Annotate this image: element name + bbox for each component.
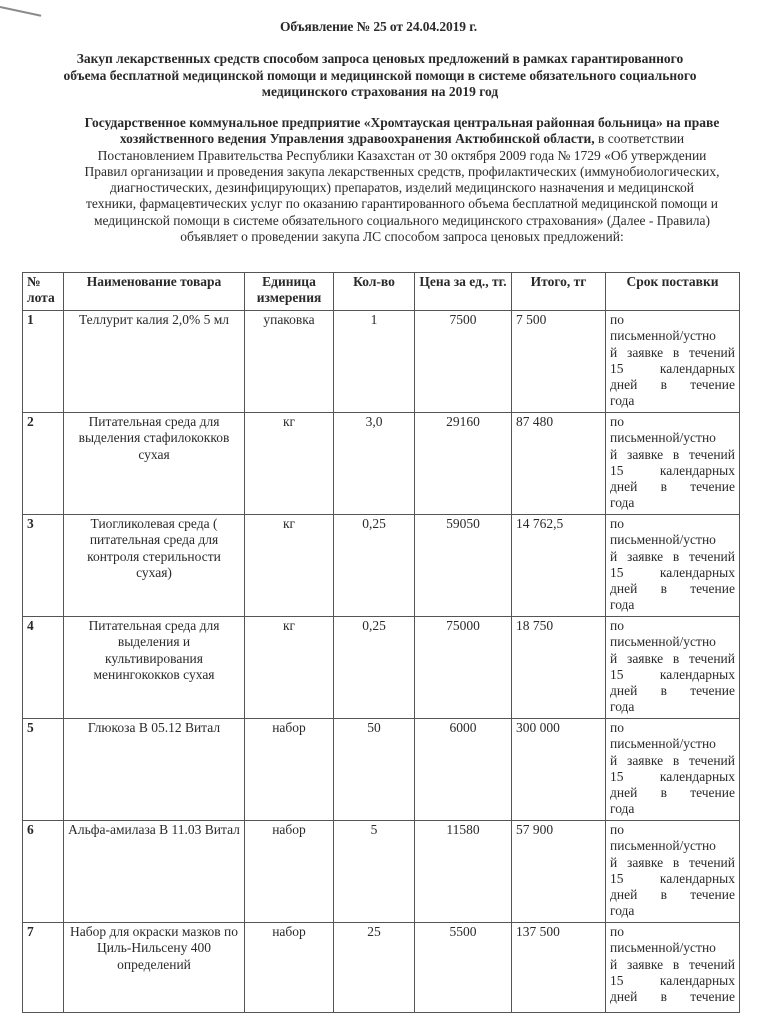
term-line: года xyxy=(610,801,635,817)
term-line: по xyxy=(610,924,624,939)
cell-lot: 7 xyxy=(23,923,64,1013)
cell-unit: упаковка xyxy=(245,311,334,413)
cell-qty: 50 xyxy=(334,719,415,821)
cell-price: 5500 xyxy=(415,923,512,1013)
cell-total: 7 500 xyxy=(512,311,606,413)
cell-qty: 25 xyxy=(334,923,415,1013)
term-line: дней в течение xyxy=(610,479,735,495)
cell-lot: 1 xyxy=(23,311,64,413)
cell-lot: 6 xyxy=(23,821,64,923)
term-line: 15 календарных xyxy=(610,870,735,886)
cell-total: 87 480 xyxy=(512,413,606,515)
cell-term xyxy=(606,311,740,413)
header-lot: № лота xyxy=(23,273,64,311)
term-line: й заявке в течений xyxy=(610,344,735,360)
term-line: 15 календарных xyxy=(610,972,735,988)
cell-name: Питательная среда для выделения и культивирования менингококков сухая xyxy=(64,617,245,719)
header-total: Итого, тг xyxy=(512,273,606,311)
scan-corner-mark xyxy=(0,6,41,17)
cell-price: 6000 xyxy=(415,719,512,821)
table-header-row xyxy=(23,273,740,311)
cell-name: Тиогликолевая среда ( питательная среда для контроля стерильности сухая) xyxy=(64,515,245,617)
cell-name: Теллурит калия 2,0% 5 мл xyxy=(64,311,245,413)
header-qty: Кол-во xyxy=(334,273,415,311)
term-line: года xyxy=(610,495,635,511)
table-row xyxy=(23,413,740,515)
cell-qty: 3,0 xyxy=(334,413,415,515)
term-line: дней в течение xyxy=(610,887,735,903)
cell-term xyxy=(606,923,740,1013)
term-line: й заявке в течений xyxy=(610,854,735,870)
term-line: й заявке в течений xyxy=(610,650,735,666)
header-unit: Единица измерения xyxy=(245,273,334,311)
term-line: года xyxy=(610,903,635,919)
term-line: дней в течение xyxy=(610,785,735,801)
cell-term xyxy=(606,617,740,719)
term-line: дней в течение xyxy=(610,377,735,393)
term-line: по xyxy=(610,312,624,327)
document-subtitle: Закуп лекарственных средств способом запроса ценовых предложений в рамках гарантированного объема бесплатной медицинской помощи и медицинской помощи в системе обязательного социального медицинского страхования на 2019 год xyxy=(63,51,697,99)
cell-unit: кг xyxy=(245,515,334,617)
term-line: года xyxy=(610,393,635,409)
term-line: дней в течение xyxy=(610,683,735,699)
term-line: й заявке в течений xyxy=(610,752,735,768)
table-row xyxy=(23,923,740,1013)
term-line: 15 календарных xyxy=(610,564,735,580)
term-line: 15 календарных xyxy=(610,768,735,784)
term-line: письменной/устно xyxy=(610,838,716,854)
cell-price: 75000 xyxy=(415,617,512,719)
table-row xyxy=(23,515,740,617)
cell-unit: кг xyxy=(245,617,334,719)
cell-name: Питательная среда для выделения стафилококков сухая xyxy=(64,413,245,515)
cell-total: 18 750 xyxy=(512,617,606,719)
cell-lot: 2 xyxy=(23,413,64,515)
cell-lot: 4 xyxy=(23,617,64,719)
cell-term xyxy=(606,719,740,821)
cell-name: Глюкоза В 05.12 Витал xyxy=(64,719,245,821)
intro-text: в соответствии Постановлением Правительства Республики Казахстан от 30 октября 2009 года № 1729 «Об утверждении Правил организации и проведения закупа лекарственных средств, профилактических (иммунобиологических, диагностических, дезинфицирующих) препаратов, изделий медицинского назначения и медицинской техники, фармацевтических услуг по оказанию гарантированного объема бесплатной медицинской помощи и медицинской помощи в системе обязательного социального медицинского страхования» (Далее - Правила) объявляет о проведении закупа ЛС способом запроса ценовых предложений: xyxy=(84,131,720,245)
cell-name: Альфа-амилаза В 11.03 Витал xyxy=(64,821,245,923)
term-line: письменной/устно xyxy=(610,634,716,650)
term-line: 15 календарных xyxy=(610,666,735,682)
cell-term xyxy=(606,821,740,923)
term-line: года xyxy=(610,597,635,613)
cell-unit: набор xyxy=(245,821,334,923)
cell-term xyxy=(606,413,740,515)
term-line: по xyxy=(610,720,624,735)
cell-price: 7500 xyxy=(415,311,512,413)
cell-qty: 0,25 xyxy=(334,617,415,719)
intro-paragraph xyxy=(84,115,720,245)
term-line: письменной/устно xyxy=(610,736,716,752)
term-line: 15 календарных xyxy=(610,462,735,478)
term-line: по xyxy=(610,822,624,837)
header-term: Срок поставки xyxy=(606,273,740,311)
term-line: й заявке в течений xyxy=(610,956,735,972)
term-line: письменной/устно xyxy=(610,940,716,956)
cell-lot: 3 xyxy=(23,515,64,617)
term-line: й заявке в течений xyxy=(610,548,735,564)
cell-total: 300 000 xyxy=(512,719,606,821)
cell-unit: кг xyxy=(245,413,334,515)
cell-total: 137 500 xyxy=(512,923,606,1013)
term-line: письменной/устно xyxy=(610,532,716,548)
lots-table xyxy=(22,272,740,1013)
term-line: письменной/устно xyxy=(610,430,716,446)
intro-organization: Государственное коммунальное предприятие «Хромтауская центральная районная больница» на праве хозяйственного ведения Управления здравоохранения Актюбинской области, xyxy=(84,115,720,147)
cell-name: Набор для окраски мазков по Циль-Нильсену 400 определений xyxy=(64,923,245,1013)
cell-qty: 0,25 xyxy=(334,515,415,617)
table-row xyxy=(23,719,740,821)
term-line: года xyxy=(610,699,635,715)
cell-qty: 1 xyxy=(334,311,415,413)
header-price: Цена за ед., тг. xyxy=(415,273,512,311)
term-line: дней в течение xyxy=(610,581,735,597)
cell-qty: 5 xyxy=(334,821,415,923)
page-title: Объявление № 25 от 24.04.2019 г. xyxy=(280,19,477,34)
term-line: 15 календарных xyxy=(610,360,735,376)
cell-price: 11580 xyxy=(415,821,512,923)
cell-unit: набор xyxy=(245,923,334,1013)
cell-lot: 5 xyxy=(23,719,64,821)
term-line: дней в течение xyxy=(610,989,735,1005)
term-line: письменной/устно xyxy=(610,328,716,344)
cell-price: 59050 xyxy=(415,515,512,617)
cell-total: 57 900 xyxy=(512,821,606,923)
table-row xyxy=(23,311,740,413)
cell-total: 14 762,5 xyxy=(512,515,606,617)
term-line: по xyxy=(610,414,624,429)
table-row xyxy=(23,617,740,719)
header-name: Наименование товара xyxy=(64,273,245,311)
term-line: по xyxy=(610,516,624,531)
term-line: й заявке в течений xyxy=(610,446,735,462)
table-row xyxy=(23,821,740,923)
cell-price: 29160 xyxy=(415,413,512,515)
term-line: по xyxy=(610,618,624,633)
cell-unit: набор xyxy=(245,719,334,821)
cell-term xyxy=(606,515,740,617)
